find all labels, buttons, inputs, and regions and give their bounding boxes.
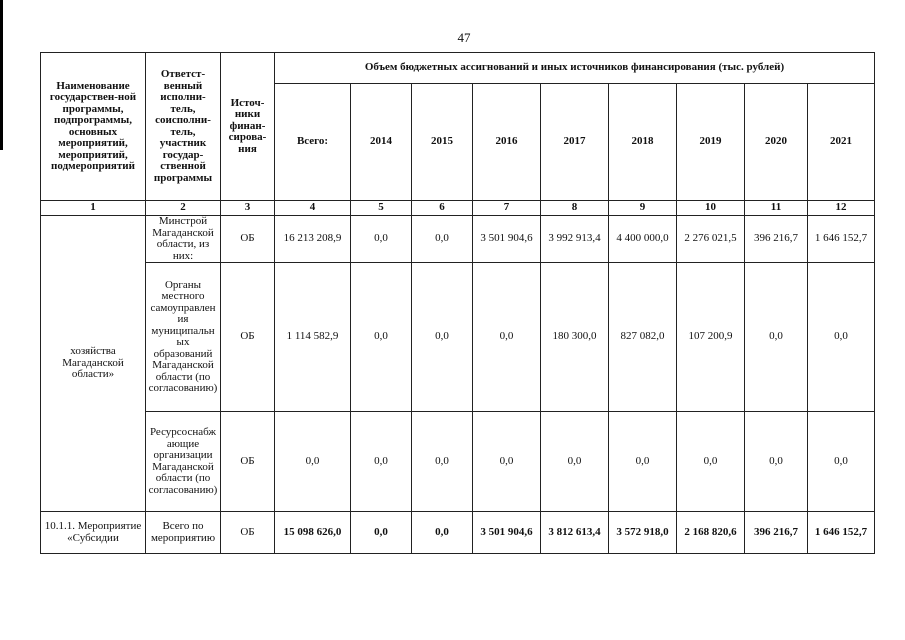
scan-edge-mark [0, 0, 3, 150]
source-cell: ОБ [221, 512, 275, 554]
source-cell: ОБ [221, 216, 275, 263]
value-2014: 0,0 [351, 263, 412, 412]
column-number: 10 [677, 201, 745, 216]
value-2016: 3 501 904,6 [473, 216, 541, 263]
page-number: 47 [457, 30, 471, 45]
total-value: 0,0 [275, 412, 351, 512]
value-2019: 0,0 [677, 412, 745, 512]
value-2018: 3 572 918,0 [609, 512, 677, 554]
value-2019: 2 276 021,5 [677, 216, 745, 263]
executor-cell: Органы местного самоуправления муниципальных образований Магаданской области (по согласованию) [146, 263, 221, 412]
value-2015: 0,0 [412, 512, 473, 554]
value-2020: 0,0 [745, 412, 808, 512]
value-2016: 0,0 [473, 412, 541, 512]
column-number: 8 [541, 201, 609, 216]
value-2019: 107 200,9 [677, 263, 745, 412]
value-2018: 0,0 [609, 412, 677, 512]
value-2015: 0,0 [412, 216, 473, 263]
header-year-2020: 2020 [745, 84, 808, 201]
column-number: 11 [745, 201, 808, 216]
header-executor: Ответст-венный исполни-тель, соисполни-тель, участник государ-ственной программы [146, 53, 221, 201]
executor-cell: Минстрой Магаданской области, из них: [146, 216, 221, 263]
header-year-2019: 2019 [677, 84, 745, 201]
value-2016: 3 501 904,6 [473, 512, 541, 554]
value-2017: 3 812 613,4 [541, 512, 609, 554]
header-funding-source: Источ-ники финан-сирова-ния [221, 53, 275, 201]
executor-cell: Ресурсоснабжающие организации Магаданской области (по согласованию) [146, 412, 221, 512]
header-year-2017: 2017 [541, 84, 609, 201]
column-number: 1 [41, 201, 146, 216]
value-2014: 0,0 [351, 412, 412, 512]
program-name-cell: 10.1.1. Мероприятие «Субсидии [41, 512, 146, 554]
value-2020: 0,0 [745, 263, 808, 412]
table-row [41, 216, 875, 263]
value-2016: 0,0 [473, 263, 541, 412]
value-2019: 2 168 820,6 [677, 512, 745, 554]
column-number: 7 [473, 201, 541, 216]
column-number: 2 [146, 201, 221, 216]
executor-cell: Всего по мероприятию [146, 512, 221, 554]
column-number: 5 [351, 201, 412, 216]
budget-table [40, 52, 875, 554]
value-2015: 0,0 [412, 263, 473, 412]
value-2017: 0,0 [541, 412, 609, 512]
column-number: 4 [275, 201, 351, 216]
header-year-2014: 2014 [351, 84, 412, 201]
header-program-name: Наименование государствен-ной программы, подпрограммы, основных мероприятий, мероприятий, подмероприятий [41, 53, 146, 201]
header-budget-volume: Объем бюджетных ассигнований и иных источников финансирования (тыс. рублей) [275, 53, 875, 84]
value-2021: 0,0 [808, 412, 875, 512]
value-2021: 1 646 152,7 [808, 216, 875, 263]
column-number: 6 [412, 201, 473, 216]
table-row [41, 512, 875, 554]
header-total: Всего: [275, 84, 351, 201]
column-number: 12 [808, 201, 875, 216]
value-2017: 180 300,0 [541, 263, 609, 412]
table-row [41, 263, 875, 412]
value-2020: 396 216,7 [745, 512, 808, 554]
value-2015: 0,0 [412, 412, 473, 512]
program-name-cell: хозяйства Магаданской области» [41, 216, 146, 512]
value-2021: 0,0 [808, 263, 875, 412]
total-value: 1 114 582,9 [275, 263, 351, 412]
source-cell: ОБ [221, 263, 275, 412]
header-year-2016: 2016 [473, 84, 541, 201]
source-cell: ОБ [221, 412, 275, 512]
value-2017: 3 992 913,4 [541, 216, 609, 263]
table-row [41, 412, 875, 512]
value-2018: 4 400 000,0 [609, 216, 677, 263]
header-year-2021: 2021 [808, 84, 875, 201]
header-year-2018: 2018 [609, 84, 677, 201]
value-2014: 0,0 [351, 512, 412, 554]
value-2020: 396 216,7 [745, 216, 808, 263]
column-number: 9 [609, 201, 677, 216]
value-2021: 1 646 152,7 [808, 512, 875, 554]
total-value: 15 098 626,0 [275, 512, 351, 554]
value-2014: 0,0 [351, 216, 412, 263]
total-value: 16 213 208,9 [275, 216, 351, 263]
header-year-2015: 2015 [412, 84, 473, 201]
column-number: 3 [221, 201, 275, 216]
value-2018: 827 082,0 [609, 263, 677, 412]
